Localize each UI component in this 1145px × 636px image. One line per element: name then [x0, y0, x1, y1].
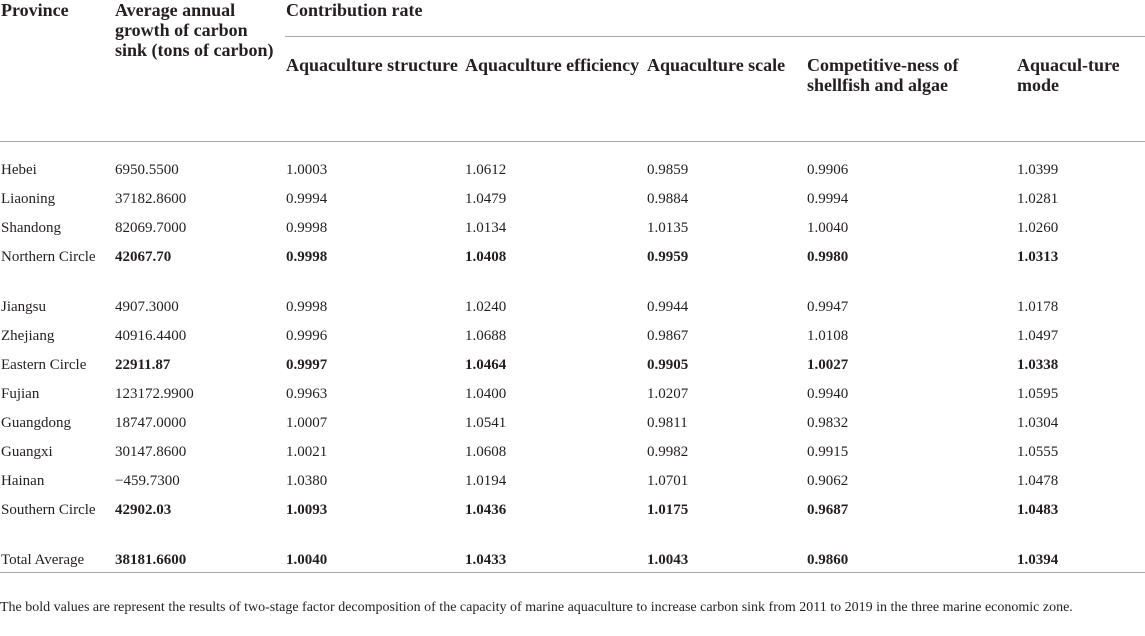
cell-competitiveness: 0.9062	[807, 473, 849, 489]
cell-growth: 22911.87	[115, 357, 171, 373]
cell-efficiency: 1.0408	[465, 249, 507, 265]
cell-mode: 1.0555	[1017, 444, 1059, 460]
cell-competitiveness: 0.9994	[807, 191, 849, 207]
cell-competitiveness: 1.0040	[807, 220, 849, 236]
cell-mode: 1.0313	[1017, 249, 1059, 265]
header-aquaculture-structure: Aquaculture structure	[285, 37, 464, 142]
cell-efficiency: 1.0134	[465, 220, 507, 236]
cell-province: Eastern Circle	[1, 357, 87, 373]
cell-structure: 0.9997	[286, 357, 328, 373]
cell-province: Guangxi	[1, 444, 53, 460]
cell-growth: 6950.5500	[115, 162, 179, 178]
cell-efficiency: 1.0240	[465, 299, 507, 315]
cell-mode: 1.0281	[1017, 191, 1059, 207]
cell-scale: 1.0043	[646, 542, 806, 573]
cell-growth: 42902.03	[115, 502, 172, 518]
table-row	[0, 434, 1145, 463]
cell-efficiency: 1.0436	[465, 502, 507, 518]
table-body	[0, 142, 1145, 573]
cell-scale: 0.9944	[647, 299, 689, 315]
table-row	[0, 376, 1145, 405]
cell-scale: 1.0175	[647, 502, 689, 518]
cell-province: Jiangsu	[1, 299, 46, 315]
cell-mode: 1.0260	[1017, 220, 1059, 236]
table-row	[0, 318, 1145, 347]
cell-province: Guangdong	[1, 415, 71, 431]
cell-efficiency: 1.0433	[464, 542, 646, 573]
cell-structure: 0.9963	[286, 386, 328, 402]
cell-structure: 0.9998	[286, 249, 328, 265]
table-footnote: The bold values are represent the results of two-stage factor decomposition of the capacity of marine aquaculture to increase carbon sink from 2011 to 2019 in the three marine economic zone.	[0, 600, 1073, 615]
cell-structure: 0.9996	[286, 328, 328, 344]
cell-efficiency: 1.0400	[465, 386, 507, 402]
cell-growth: 38181.6600	[114, 542, 285, 573]
cell-efficiency: 1.0608	[465, 444, 507, 460]
table-row	[0, 289, 1145, 318]
cell-competitiveness: 1.0108	[807, 328, 849, 344]
cell-scale: 0.9867	[647, 328, 689, 344]
cell-scale: 1.0135	[647, 220, 689, 236]
cell-province: Zhejiang	[1, 328, 55, 344]
cell-structure: 1.0003	[286, 162, 328, 178]
table-row	[0, 142, 1145, 182]
cell-province: Southern Circle	[1, 502, 96, 518]
cell-competitiveness: 1.0027	[807, 357, 849, 373]
table-row-total	[0, 542, 1145, 573]
table-row	[0, 181, 1145, 210]
header-average-annual-growth: Average annual growth of carbon sink (tons of carbon)	[114, 0, 285, 142]
cell-province: Fujian	[1, 386, 40, 402]
cell-province: Hebei	[1, 162, 37, 178]
table-row	[0, 405, 1145, 434]
cell-mode: 1.0304	[1017, 415, 1059, 431]
table-row-summary	[0, 239, 1145, 289]
cell-structure: 1.0093	[286, 502, 328, 518]
cell-competitiveness: 0.9947	[807, 299, 849, 315]
cell-scale: 0.9884	[647, 191, 689, 207]
cell-scale: 1.0207	[647, 386, 689, 402]
cell-efficiency: 1.0612	[465, 162, 507, 178]
cell-structure: 1.0380	[286, 473, 328, 489]
cell-mode: 1.0483	[1017, 502, 1059, 518]
cell-efficiency: 1.0194	[465, 473, 507, 489]
cell-mode: 1.0497	[1017, 328, 1059, 344]
cell-mode: 1.0394	[1016, 542, 1145, 573]
cell-competitiveness: 0.9940	[807, 386, 849, 402]
table-header	[0, 0, 1145, 142]
cell-structure: 1.0007	[286, 415, 328, 431]
cell-efficiency: 1.0541	[465, 415, 507, 431]
cell-mode: 1.0399	[1017, 162, 1059, 178]
cell-growth: −459.7300	[115, 473, 180, 489]
cell-mode: 1.0478	[1017, 473, 1059, 489]
cell-growth: 82069.7000	[115, 220, 187, 236]
cell-scale: 0.9905	[647, 357, 689, 373]
cell-competitiveness: 0.9687	[807, 502, 849, 518]
header-province: Province	[0, 0, 114, 142]
header-aquaculture-mode: Aquacul-ture mode	[1016, 37, 1145, 142]
cell-competitiveness: 0.9906	[807, 162, 849, 178]
table-row	[0, 210, 1145, 239]
cell-scale: 0.9811	[647, 415, 688, 431]
cell-efficiency: 1.0688	[465, 328, 507, 344]
cell-structure: 1.0040	[285, 542, 464, 573]
cell-competitiveness: 0.9980	[807, 249, 849, 265]
cell-efficiency: 1.0464	[465, 357, 507, 373]
cell-scale: 0.9859	[647, 162, 689, 178]
cell-structure: 0.9994	[286, 191, 328, 207]
table-row-summary	[0, 492, 1145, 542]
header-contribution-rate: Contribution rate	[285, 0, 1145, 37]
cell-mode: 1.0178	[1017, 299, 1059, 315]
header-aquaculture-scale: Aquaculture scale	[646, 37, 806, 142]
cell-competitiveness: 0.9915	[807, 444, 849, 460]
cell-efficiency: 1.0479	[465, 191, 507, 207]
cell-growth: 40916.4400	[115, 328, 187, 344]
cell-province: Shandong	[1, 220, 61, 236]
cell-structure: 1.0021	[286, 444, 328, 460]
cell-growth: 123172.9900	[115, 386, 194, 402]
table-row-summary	[0, 347, 1145, 376]
cell-growth: 30147.8600	[115, 444, 187, 460]
cell-province: Northern Circle	[1, 249, 96, 265]
cell-competitiveness: 0.9832	[807, 415, 849, 431]
table-row	[0, 463, 1145, 492]
cell-growth: 42067.70	[115, 249, 172, 265]
cell-structure: 0.9998	[286, 299, 328, 315]
cell-scale: 1.0701	[647, 473, 689, 489]
cell-mode: 1.0338	[1017, 357, 1059, 373]
cell-scale: 0.9959	[647, 249, 689, 265]
cell-mode: 1.0595	[1017, 386, 1059, 402]
cell-scale: 0.9982	[647, 444, 689, 460]
cell-province: Liaoning	[1, 191, 56, 207]
cell-growth: 37182.8600	[115, 191, 187, 207]
cell-competitiveness: 0.9860	[806, 542, 1016, 573]
cell-province: Total Average	[0, 542, 114, 573]
header-aquaculture-efficiency: Aquaculture efficiency	[464, 37, 646, 142]
cell-growth: 18747.0000	[115, 415, 187, 431]
cell-growth: 4907.3000	[115, 299, 179, 315]
header-competitiveness: Competitive-ness of shellfish and algae	[806, 37, 1016, 142]
cell-structure: 0.9998	[286, 220, 328, 236]
cell-province: Hainan	[1, 473, 45, 489]
